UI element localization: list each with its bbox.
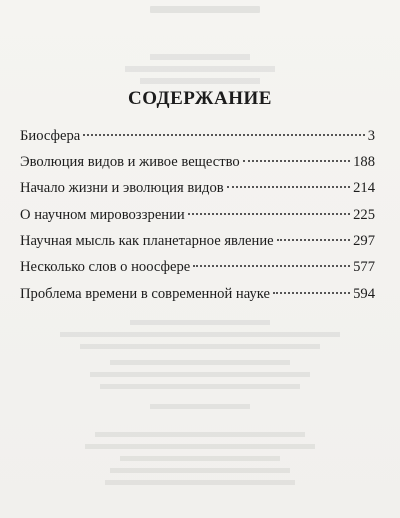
toc-heading: СОДЕРЖАНИЕ [128, 88, 272, 109]
toc-entry-title: Научная мысль как планетарное явление [20, 233, 274, 250]
dot-leader [227, 169, 350, 189]
dot-leader [193, 248, 350, 268]
show-through-line [150, 404, 250, 409]
toc-entry-page: 188 [353, 153, 375, 170]
dot-leader [243, 142, 350, 162]
show-through-line [60, 332, 340, 337]
toc-entry-title: О научном мировоззрении [20, 206, 185, 223]
toc-entry[interactable] [20, 278, 375, 304]
toc-entry-page: 594 [353, 285, 375, 302]
dot-leader [273, 274, 350, 294]
toc-entry-title: Несколько слов о ноосфере [20, 259, 191, 276]
show-through-line [100, 384, 300, 389]
show-through-line [125, 66, 275, 72]
show-through-line [150, 54, 250, 60]
toc-entry-title: Начало жизни и эволюция видов [20, 180, 224, 197]
show-through-line [85, 444, 315, 449]
show-through-heading [150, 6, 260, 13]
toc-entry-page: 225 [353, 206, 375, 223]
show-through-line [130, 320, 270, 325]
show-through-line [90, 372, 310, 377]
show-through-line [120, 456, 280, 461]
show-through-line [80, 344, 320, 349]
toc-entry-page: 214 [353, 180, 375, 197]
toc-entry-title: Биосфера [20, 127, 81, 144]
show-through-line [110, 360, 290, 365]
toc-entry-page: 577 [353, 259, 375, 276]
show-through-line [110, 468, 290, 473]
show-through-line [140, 78, 260, 84]
toc-entry-title: Проблема времени в современной науке [20, 285, 270, 302]
toc-entry-page: 297 [353, 233, 375, 250]
dot-leader [277, 222, 350, 242]
toc-entry-page: 3 [367, 127, 375, 144]
dot-leader [188, 195, 350, 215]
show-through-line [95, 432, 305, 437]
dot-leader [83, 116, 364, 136]
toc-entry-title: Эволюция видов и живое вещество [20, 153, 240, 170]
show-through-line [105, 480, 295, 485]
table-of-contents [20, 120, 375, 305]
